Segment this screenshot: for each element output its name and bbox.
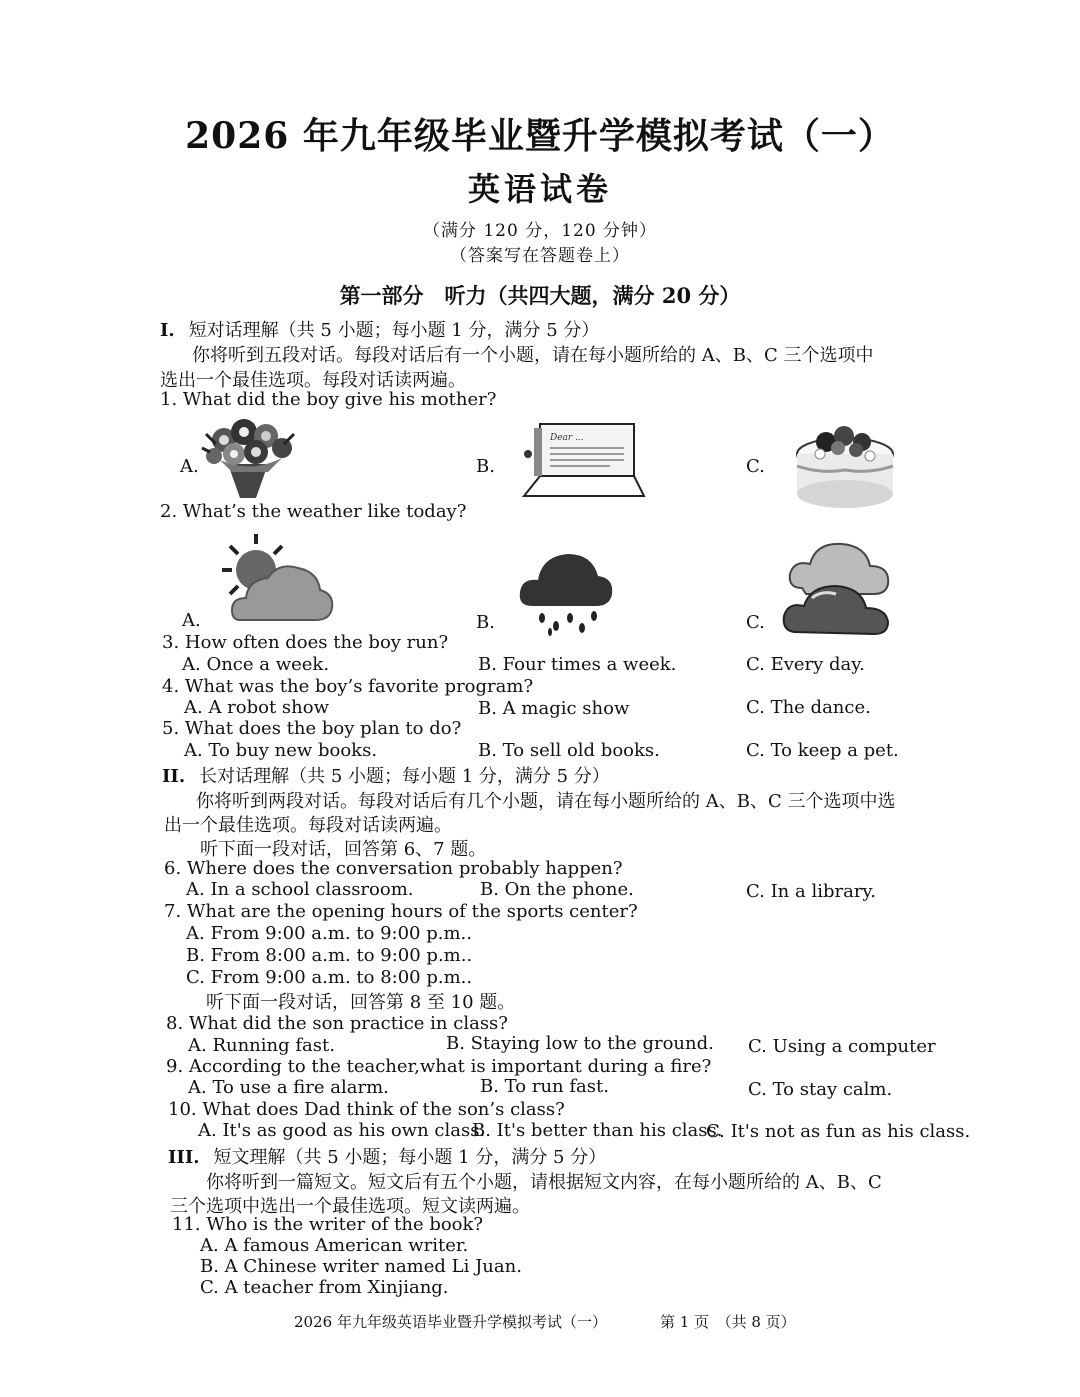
section-one-title: 短对话理解（共 5 小题；每小题 1 分，满分 5 分） <box>188 320 600 341</box>
q7-option-c: C. From 9:00 a.m. to 8:00 p.m.. <box>186 967 473 988</box>
q5-option-c: C. To keep a pet. <box>746 740 899 761</box>
svg-text:Dear ...: Dear ... <box>550 433 584 443</box>
partly-cloudy-icon <box>218 532 336 624</box>
q10-option-a: A. It's as good as his own class. <box>198 1120 486 1141</box>
question-10: 10. What does Dad think of the son’s class? <box>168 1099 565 1120</box>
question-6: 6. Where does the conversation probably happen? <box>164 858 623 879</box>
section-one-instruction-1: 你将听到五段对话。每段对话后有一个小题，请在每小题所给的 A、B、C 三个选项中 <box>192 345 874 366</box>
q2-option-a-label: A. <box>182 610 201 631</box>
q10-option-b: B. It's better than his class. <box>472 1120 723 1141</box>
q4-option-a: A. A robot show <box>184 697 329 718</box>
q8-option-b: B. Staying low to the ground. <box>446 1033 714 1054</box>
q5-option-a: A. To buy new books. <box>184 740 378 761</box>
q1-option-a-label: A. <box>180 456 199 477</box>
question-8: 8. What did the son practice in class? <box>166 1013 508 1034</box>
exam-title: 2026 年九年级毕业暨升学模拟考试（一） <box>185 115 895 157</box>
question-2: 2. What’s the weather like today? <box>160 501 467 522</box>
score-note: （满分 120 分，120 分钟） <box>422 221 658 241</box>
listen-instruction-8-10: 听下面一段对话，回答第 8 至 10 题。 <box>206 992 516 1013</box>
q3-option-b: B. Four times a week. <box>478 654 677 675</box>
q11-option-c: C. A teacher from Xinjiang. <box>200 1277 449 1298</box>
cake-icon <box>790 414 900 510</box>
question-1: 1. What did the boy give his mother? <box>160 389 497 410</box>
section-two-instruction-2: 出一个最佳选项。每段对话读两遍。 <box>164 815 452 836</box>
q8-option-a: A. Running fast. <box>188 1035 335 1056</box>
q7-option-a: A. From 9:00 a.m. to 9:00 p.m.. <box>186 923 472 944</box>
q5-option-b: B. To sell old books. <box>478 740 660 761</box>
bouquet-of-flowers-icon <box>198 414 302 498</box>
q6-option-a: A. In a school classroom. <box>186 879 414 900</box>
q9-option-b: B. To run fast. <box>480 1076 609 1097</box>
q9-option-a: A. To use a fire alarm. <box>188 1077 389 1098</box>
cloudy-icon <box>782 538 898 638</box>
exam-subtitle: 英语试卷 <box>467 170 612 208</box>
q2-option-b-label: B. <box>476 612 495 633</box>
question-7: 7. What are the opening hours of the sports center? <box>164 901 638 922</box>
q1-option-c-label: C. <box>746 456 765 477</box>
section-two-number: II. <box>162 766 186 787</box>
section-two-heading <box>162 762 610 788</box>
section-two-instruction-1: 你将听到两段对话。每段对话后有几个小题，请在每小题所给的 A、B、C 三个选项中选 <box>196 791 896 812</box>
listen-instruction-6-7: 听下面一段对话，回答第 6、7 题。 <box>200 839 487 860</box>
section-one-number: I. <box>160 320 175 341</box>
section-three-title: 短文理解（共 5 小题；每小题 1 分，满分 5 分） <box>213 1147 607 1168</box>
q9-option-c: C. To stay calm. <box>748 1079 893 1100</box>
q11-option-a: A. A famous American writer. <box>200 1235 469 1256</box>
section-two-title: 长对话理解（共 5 小题；每小题 1 分，满分 5 分） <box>199 766 610 787</box>
q3-option-c: C. Every day. <box>746 654 865 675</box>
section-three-instruction-2: 三个选项中选出一个最佳选项。短文读两遍。 <box>170 1196 530 1217</box>
q11-option-b: B. A Chinese writer named Li Juan. <box>200 1256 522 1277</box>
question-9: 9. According to the teacher,what is important during a fire? <box>166 1056 712 1077</box>
footer-exam-name: 2026 年九年级英语毕业暨升学模拟考试（一） <box>294 1313 607 1331</box>
q4-option-b: B. A magic show <box>478 698 630 719</box>
q4-option-c: C. The dance. <box>746 697 871 718</box>
q6-option-c: C. In a library. <box>746 881 876 902</box>
q3-option-a: A. Once a week. <box>182 654 330 675</box>
q8-option-c: C. Using a computer <box>748 1036 936 1057</box>
question-5: 5. What does the boy plan to do? <box>162 718 462 739</box>
q10-option-c: C. It's not as fun as his class. <box>706 1121 971 1142</box>
rain-cloud-icon <box>516 546 616 638</box>
q1-option-b-label: B. <box>476 456 495 477</box>
section-three-heading <box>168 1143 606 1169</box>
section-three-number: III. <box>168 1147 200 1168</box>
question-3: 3. How often does the boy run? <box>162 632 449 653</box>
answer-note: （答案写在答题卷上） <box>450 246 630 266</box>
section-one-heading <box>160 316 599 342</box>
question-11: 11. Who is the writer of the book? <box>172 1214 484 1235</box>
part-one-heading: 第一部分 听力（共四大题，满分 20 分） <box>339 283 741 308</box>
question-4: 4. What was the boy’s favorite program? <box>162 676 534 697</box>
q6-option-b: B. On the phone. <box>480 879 634 900</box>
greeting-card-icon <box>520 418 646 500</box>
footer-page-number: 第 1 页 （共 8 页） <box>660 1313 796 1331</box>
q7-option-b: B. From 8:00 a.m. to 9:00 p.m.. <box>186 945 473 966</box>
q2-option-c-label: C. <box>746 612 765 633</box>
section-one-instruction-2: 选出一个最佳选项。每段对话读两遍。 <box>160 370 466 391</box>
section-three-instruction-1: 你将听到一篇短文。短文后有五个小题，请根据短文内容，在每小题所给的 A、B、C <box>206 1172 882 1193</box>
